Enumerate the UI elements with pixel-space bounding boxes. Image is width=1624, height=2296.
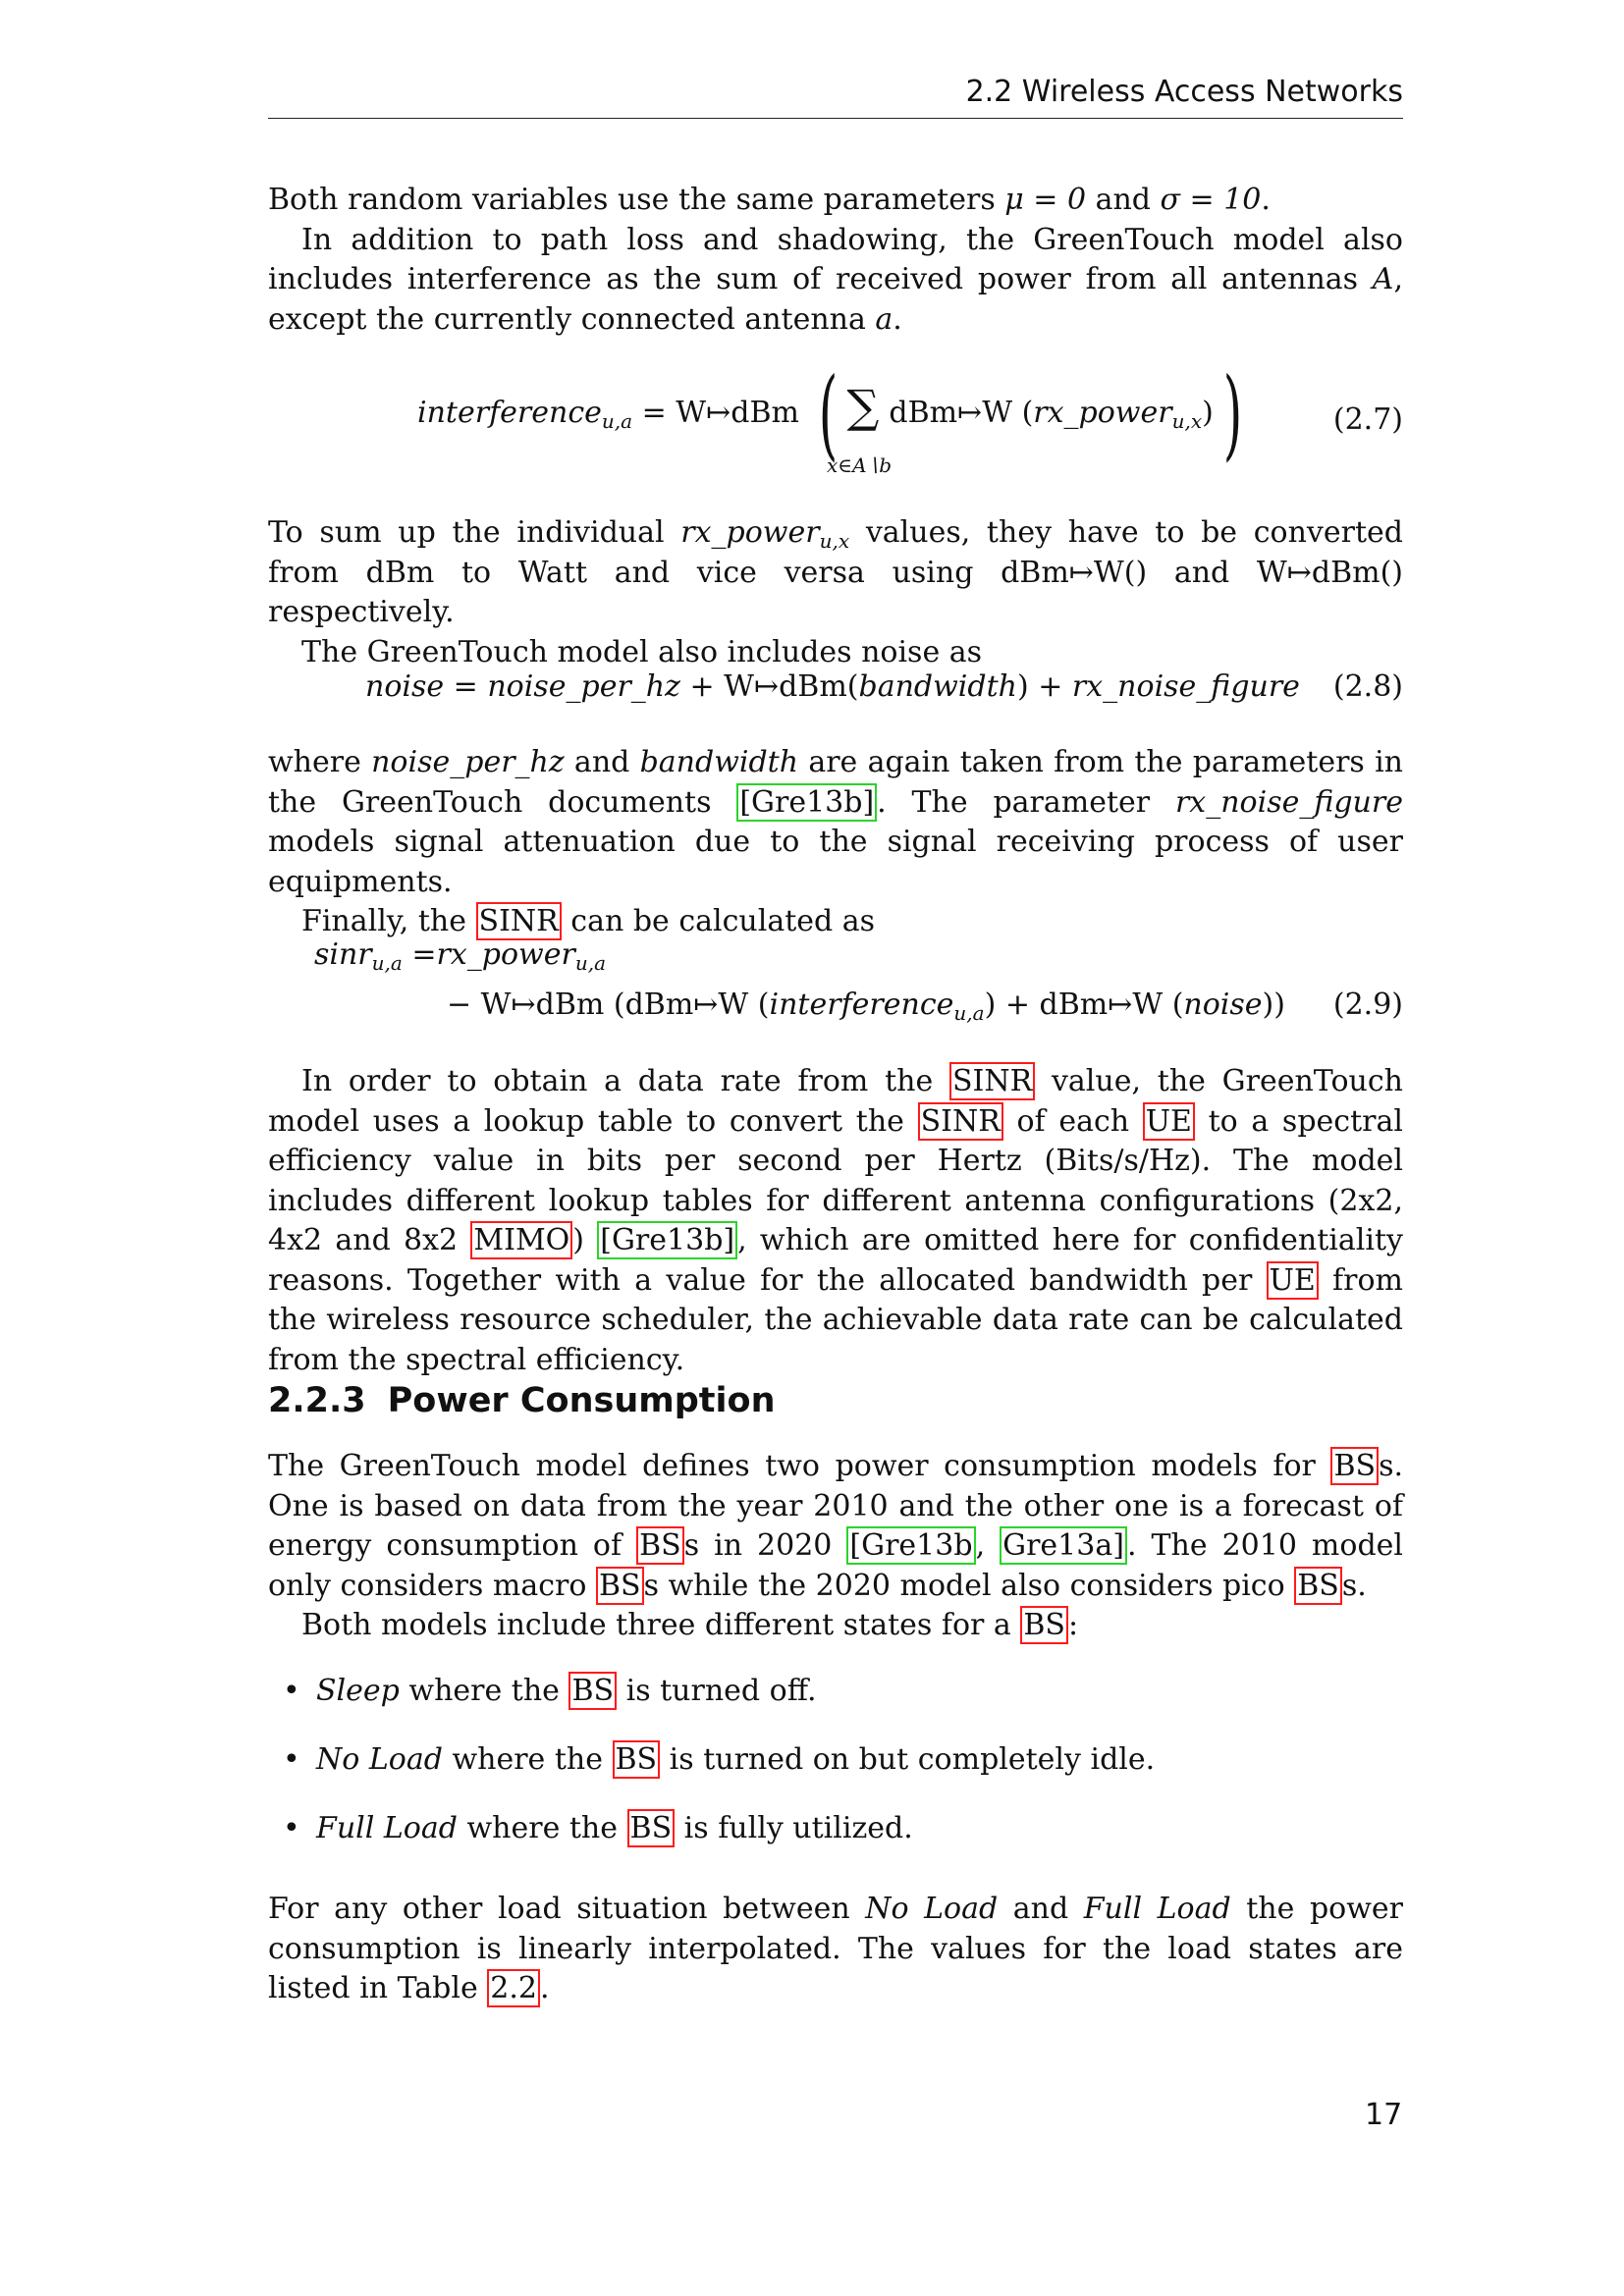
acronym-link[interactable]: SINR <box>918 1102 1003 1141</box>
sum-limit: x∈A∖b <box>827 454 893 477</box>
equation-2-8: noise = noise_per_hz + W↦dBm(bandwidth) + rx_noise_figure <box>365 669 1300 704</box>
list-item: • No Load where the BS is turned on but completely idle. <box>316 1742 1155 1777</box>
paragraph-sum-up: To sum up the individual rx_power$_{u,x}$ values, they have to be converted from dBm to Watt and vice versa using dBm↦W() and W↦dBm() respectively. The GreenTouch model also includes noise as <box>268 515 1403 669</box>
equation-number: (2.8) <box>1332 669 1403 704</box>
section-number: 2.2.3 <box>268 1381 366 1420</box>
acronym-link[interactable]: BS <box>636 1526 684 1565</box>
acronym-link[interactable]: SINR <box>949 1062 1035 1100</box>
paragraph-data-rate: In order to obtain a data rate from the SINR value, the GreenTouch model uses a lookup table to convert the SINR of each UE to a spectral efficiency value in bits per second per Hertz (Bits/s/Hz). The model includes different lookup tables for different antenna configurations (2x2, 4x2 and 8x2 MIMO ) [Gre13b] , which are omitted here for confidentiality reasons. Together with a value for the allocated bandwidth per UE from the wireless resource scheduler, the achievable data rate can be calculated from the spectral efficiency. <box>268 1064 1403 1377</box>
citation-link[interactable]: Gre13a] <box>1000 1526 1127 1565</box>
acronym-link[interactable]: SINR <box>476 902 562 940</box>
paragraph-random-variables <box>268 181 1403 340</box>
acronym-link[interactable]: BS <box>627 1809 676 1847</box>
acronym-link[interactable]: BS <box>613 1740 661 1779</box>
acronym-link[interactable]: MIMO <box>470 1221 572 1259</box>
acronym-link[interactable]: UE <box>1143 1102 1195 1141</box>
page-number: 17 <box>1365 2098 1403 2132</box>
equation-2-9-line1: sinr$_{u,a}$ =rx_power$_{u,a}$ <box>314 937 606 975</box>
text-line: Both random variables use the same parameters μ = 0 and σ = 10. <box>268 183 1271 217</box>
equation-2-9-line2: − W↦dBm (dBm↦W (interference$_{u,a}$) + dBm↦W (noise)) <box>447 988 1285 1025</box>
equation-number: (2.7) <box>1332 402 1403 437</box>
section-title: Power Consumption <box>387 1381 776 1420</box>
math-sigma: σ = 10 <box>1160 183 1262 217</box>
acronym-link[interactable]: BS <box>568 1672 617 1710</box>
acronym-link[interactable]: BS <box>596 1567 644 1605</box>
section-heading <box>268 1381 775 1420</box>
acronym-link[interactable]: BS <box>1330 1447 1379 1485</box>
citation-link[interactable]: [Gre13b <box>846 1526 975 1565</box>
acronym-link[interactable]: BS <box>1020 1606 1068 1644</box>
equation-2-7: interference$_{u,a}$ = W↦dBm ( ∑ dBm↦W (rx_power$_{u,x}$)) <box>417 356 1243 471</box>
table-link[interactable]: 2.2 <box>487 1969 540 2007</box>
citation-link[interactable]: [Gre13b] <box>736 783 877 822</box>
acronym-link[interactable]: UE <box>1267 1261 1319 1300</box>
paragraph-interpolation: For any other load situation between No Load and Full Load the power consumption is linearly interpolated. The values for the load states are listed in Table 2.2 . <box>268 1892 1403 2005</box>
list-item: • Sleep where the BS is turned off. <box>316 1674 817 1708</box>
equation-number: (2.9) <box>1332 988 1403 1022</box>
list-item: • Full Load where the BS is fully utilized. <box>316 1811 913 1845</box>
paragraph-interference: In addition to path loss and shadowing, the GreenTouch model also includes interference as the sum of received power from all antennas A, except the currently connected antenna a. <box>268 222 1403 337</box>
math-mu: μ = 0 <box>1004 183 1087 217</box>
running-header: 2.2 Wireless Access Networks <box>965 75 1403 109</box>
acronym-link[interactable]: BS <box>1294 1567 1342 1605</box>
citation-link[interactable]: [Gre13b] <box>597 1221 737 1259</box>
header-rule <box>268 118 1403 119</box>
paragraph-noise-params: where noise_per_hz and bandwidth are again taken from the parameters in the GreenTouch documents [Gre13b] . The parameter rx_noise_figure models signal attenuation due to the signal receiving process of user equipments. Finally, the SINR can be calculated as <box>268 745 1403 938</box>
paragraph-power-models: The GreenTouch model defines two power consumption models for BS s. One is based on data from the year 2010 and the other one is a forecast of energy consumption of BS s in 2020 [Gre13b , Gre13a] . The 2010 model only considers macro BS s while the 2020 model also considers pico BS s. Both models include three different states for a BS : <box>268 1449 1403 1642</box>
